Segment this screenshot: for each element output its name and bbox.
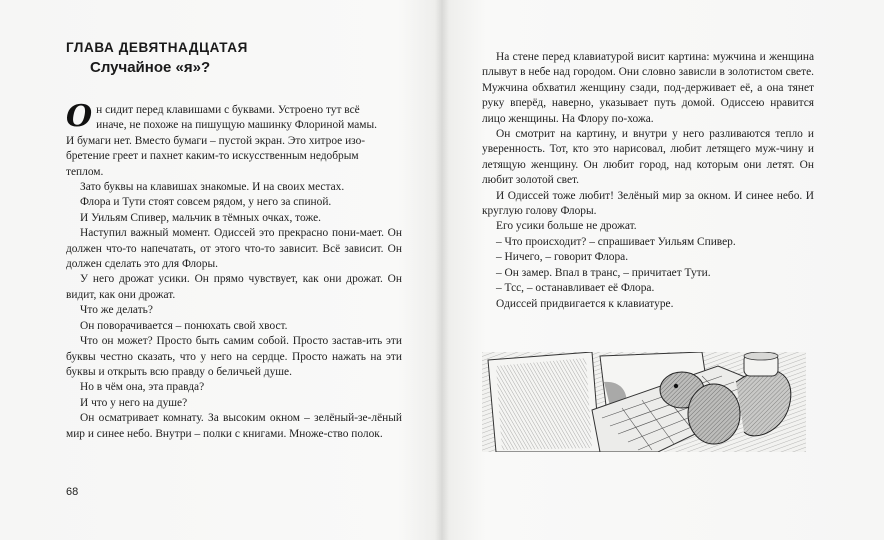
paragraph: И Уильям Спивер, мальчик в тёмных очках, тоже.: [80, 211, 322, 224]
paragraph: Одиссей придвигается к клавиатуре.: [496, 297, 674, 310]
paragraph: Его усики больше не дрожат.: [496, 220, 637, 233]
paragraph: Он осматривает комнату. За высоким окном – зелёный-зе-лёный мир и синее небо. Внутри – полки с книгами. Множе-ство полок.: [66, 412, 402, 440]
paragraph: На стене перед клавиатурой висит картина: мужчина и женщина плывут в небе над городом. Они словно зависли в золотистом свете. Мужчина обхватил женщину сзади, под-держивает её, а она тянет руку вперёд, наверно, указывает путь домой. Одиссею нравится лицо женщины. На Флору по-хожа.: [482, 51, 814, 125]
page-number: 68: [66, 486, 79, 498]
paragraph: Наступил важный момент. Одиссей это прекрасно пони-мает. Он должен что-то напечатать, от этого что-то зависит. Всё зависит. Он должен сделать это для Флоры.: [66, 227, 402, 271]
dialogue-line: – Что происходит? – спрашивает Уильям Спивер.: [496, 235, 736, 248]
paragraph: И Одиссей тоже любит! Зелёный мир за окном. И синее небо. И круглую голову Флоры.: [482, 189, 814, 218]
paragraph: Зато буквы на клавишах знакомые. И на своих местах.: [80, 181, 345, 194]
paragraph: Он смотрит на картину, и внутри у него разливаются тепло и уверенность. Тот, кто это нарисовал, любит летящего муж-чину и летящую женщину. Он любит город, над которым они летят. Он любит золотой свет.: [482, 128, 814, 187]
opening-paragraph: [66, 99, 402, 180]
chapter-subtitle: Случайное «я»?: [90, 59, 211, 76]
dialogue-line: – Ничего, – говорит Флора.: [496, 251, 629, 264]
text-line: н сидит перед клавишами с буквами. Устроено тут всё: [96, 104, 360, 116]
squirrel-keyboard-illustration: [482, 352, 806, 452]
paragraph: Флора и Тути стоят совсем рядом, у него за спиной.: [80, 196, 332, 209]
paragraph: Но в чём она, эта правда?: [80, 381, 205, 394]
chapter-label: ГЛАВА ДЕВЯТНАДЦАТАЯ: [66, 40, 248, 55]
paragraph: Он поворачивается – понюхать свой хвост.: [80, 319, 288, 332]
illustration-drawing: [482, 352, 806, 452]
paragraph: У него дрожат усики. Он прямо чувствует, как они дрожат. Он видит, как они дрожат.: [66, 273, 402, 301]
paragraph: Что же делать?: [80, 304, 153, 317]
dialogue-line: – Он замер. Впал в транс, – причитает Тути.: [496, 266, 711, 279]
drop-cap: О: [66, 99, 93, 134]
text-line: бретение греет и пахнет каким-то искусственным недобрым: [66, 150, 359, 163]
paragraph: Что он может? Просто быть самим собой. Просто застав-ить эти буквы честно сказать, что у него на сердце. Просто нажать на эти буквы и открыть всю правду о беличьей душе.: [66, 335, 402, 378]
text-line: иначе, не похоже на пишущую машинку Флориной мамы.: [96, 119, 377, 132]
right-page-text: [482, 50, 814, 312]
dialogue-line: – Тсс, – останавливает её Флора.: [496, 282, 655, 295]
text-line: теплом.: [66, 165, 104, 178]
left-page-text: [66, 99, 402, 442]
paragraph: И что у него на душе?: [80, 396, 188, 409]
text-line: И бумаги нет. Вместо бумаги – пустой экран. Это хитрое изо-: [66, 134, 366, 147]
